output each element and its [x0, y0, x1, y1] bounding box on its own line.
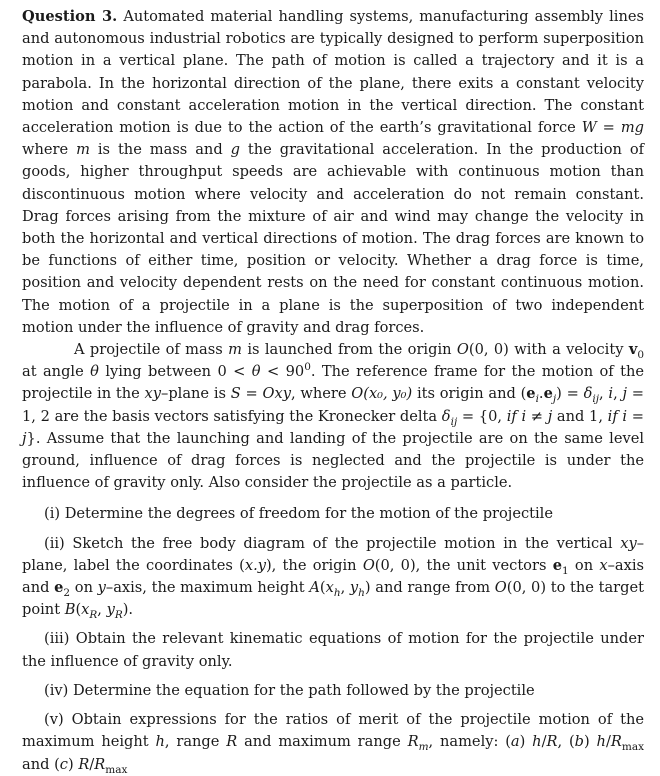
sub-question-iv	[22, 680, 644, 702]
math-symbol: i	[608, 385, 614, 403]
math-subscript: max	[105, 763, 128, 776]
math-symbol: S	[230, 385, 241, 403]
text-run: )	[584, 733, 597, 751]
math-symbol: θ	[90, 363, 99, 381]
text-run: on	[70, 579, 98, 597]
math-subscript: 0	[637, 348, 645, 361]
math-symbol: W	[581, 119, 597, 137]
sub-question-iii	[22, 628, 644, 672]
text-run: )	[67, 755, 79, 773]
text-run: = {0,	[457, 407, 507, 425]
math-symbol: g	[634, 119, 644, 137]
math-symbol: δ	[583, 385, 593, 403]
text-run: A projectile of mass	[74, 341, 229, 359]
text-run: ), the origin	[265, 556, 363, 574]
math-symbol: O(x₀, y₀)	[351, 385, 413, 403]
math-symbol: h	[596, 733, 606, 751]
math-symbol: if i ≠ j	[506, 407, 553, 425]
math-subscript: m	[418, 741, 429, 754]
math-symbol: e	[552, 556, 562, 574]
math-symbol: j	[622, 385, 628, 403]
math-symbol: R	[546, 733, 558, 751]
text-run: , where	[290, 385, 352, 403]
sub-question-v	[22, 709, 644, 776]
math-symbol: θ	[251, 363, 261, 381]
text-run: where	[22, 141, 77, 159]
math-symbol: x	[325, 579, 334, 597]
setup-paragraph: A projectile of mass m is launched from the origin O(0, 0) with a velocity $v_0$ at angle θ lying between $0 < \theta < 90^0$. The reference frame for the motion of the projectile in the xy–plane is S = Oxy, where O(x₀, y₀) its origin and $(e_i.e_j) = \delta_{ij}$, i, j = 1, 2 are the basis vectors satisfying the Kronecker delta $\delta_{ij} = \{0$, if i ≠ j and 1, if i = j}. Assume that the launching and landing of the projectile are on the same level ground, influence of drag forces is neglected and the projectile is under the influence of gravity only. Also consider the projectile as a particle.	[22, 341, 645, 492]
text-run: its origin and (	[412, 385, 527, 403]
text-run: and maximum range	[237, 733, 408, 751]
text-run: = 1, 2 are the basis vectors satisfying the Kronecker delta	[22, 385, 645, 425]
text-run: is the mass and	[89, 141, 231, 159]
math-symbol: x	[81, 601, 90, 619]
question-label: Question 3.	[22, 8, 118, 25]
math-symbol: y	[97, 579, 106, 597]
math-symbol: O	[362, 556, 375, 574]
text-run: (iii) Obtain the relevant kinematic equations of motion for the projectile under the influence of gravity only.	[22, 630, 644, 670]
text-run: –plane, label the coordinates (	[22, 534, 644, 574]
math-symbol: e	[526, 385, 536, 403]
math-symbol: R	[94, 755, 106, 773]
text-run: . The reference frame for the motion of the projectile in the	[22, 363, 645, 403]
math-subscript: 2	[63, 586, 71, 599]
text-run: is launched from the origin	[241, 341, 457, 359]
math-symbol: R	[226, 733, 238, 751]
text-run: (0, 0) with a velocity	[468, 341, 629, 359]
text-run: < 90	[260, 363, 305, 381]
text-run: , (	[557, 733, 575, 751]
math-symbol: δ	[441, 407, 451, 425]
math-symbol: h	[155, 733, 165, 751]
text-run: ) =	[556, 385, 584, 403]
math-symbol: y	[349, 579, 359, 597]
text-run: and (	[22, 755, 60, 773]
text-run: lying between 0 <	[98, 363, 252, 381]
math-symbol: h	[532, 733, 542, 751]
math-symbol: x.y	[244, 556, 266, 574]
math-symbol: xy	[144, 385, 162, 403]
intro-paragraph	[22, 6, 644, 339]
sub-question-i	[22, 503, 644, 525]
math-symbol: O	[456, 341, 469, 359]
text-run: /	[541, 733, 547, 751]
math-symbol: v	[628, 341, 638, 359]
text-run: .	[128, 601, 134, 619]
math-subscript: ij	[592, 393, 599, 406]
math-symbol: e	[543, 385, 553, 403]
math-symbol: R	[610, 733, 622, 751]
math-symbol: R	[407, 733, 419, 751]
math-subscript: ij	[450, 415, 458, 428]
text-run: the gravitational acceleration. In the production of goods, higher throughput speeds are achievable with continuous motion than discontinuous motion where velocity and acceleration do not remain constant. Drag forces arising from the mixture of air and wind may change the velocity in both the horizontal and vertical directions of motion. The drag forces are known to be functions of either time, position or velocity. Whether a drag force is time, position and velocity dependent rests on the need for constant continuous motion. The motion of a projectile in a plane is the superposition of two independent motion under the influence of gravity and drag forces.	[22, 141, 645, 336]
text-run: /	[89, 755, 95, 773]
text-run: Automated material handling systems, manufacturing assembly lines and autonomous industrial robotics are typically designed to perform superposition motion in a vertical plane. The path of motion is called a trajectory and it is a parabola. In the horizontal direction of the plane, there exits a constant velocity motion and constant acceleration motion in the vertical direction. The constant acceleration motion is due to the action of the earth’s gravitational force	[22, 8, 644, 137]
text-run: (0, 0) to the target point	[22, 579, 644, 619]
math-subscript: h	[358, 586, 365, 599]
math-subscript: 1	[561, 564, 569, 577]
math-symbol: Oxy	[262, 385, 291, 403]
math-symbol: x	[599, 556, 608, 574]
math-symbol: e	[54, 579, 64, 597]
text-run: (0, 0), the unit vectors	[374, 556, 553, 574]
math-symbol: c	[59, 755, 68, 773]
text-run: )	[519, 733, 533, 751]
math-symbol: .	[538, 385, 544, 403]
math-subscript: R	[114, 609, 123, 622]
text-run: (i) Determine the degrees of freedom for the motion of the projectile	[44, 505, 553, 523]
math-symbol: g	[230, 141, 240, 159]
sub-question-ii: (ii) Sketch the free body diagram of the projectile motion in the vertical xy–plane, label the coordinates (x.y), the origin O(0, 0), the unit vectors $e_1$ on x–axis and $e_2$ on y–axis, the maximum height $A(x_h$, $y_h$) and range from O(0, 0) to the target point $B(x_R$, $y_R$).	[22, 534, 644, 622]
text-run: (v) Obtain expressions for the ratios of merit of the projectile motion of the maximum height	[22, 711, 644, 751]
math-symbol: m	[228, 341, 242, 359]
math-symbol: a	[510, 733, 520, 751]
text-run: on	[568, 556, 600, 574]
math-symbol: y	[106, 601, 115, 619]
math-symbol: B	[64, 601, 76, 619]
math-symbol: A	[309, 579, 320, 597]
math-symbol: xy	[620, 534, 637, 552]
math-subscript: h	[333, 586, 341, 599]
math-symbol: O	[494, 579, 507, 597]
text-run: , namely: (	[428, 733, 511, 751]
math-subscript: i	[535, 393, 539, 406]
text-run: /	[605, 733, 611, 751]
text-run: –axis and	[22, 556, 644, 597]
text-run: and 1,	[552, 407, 608, 425]
text-run: , range	[164, 733, 227, 751]
text-run: and range from	[370, 579, 495, 597]
math-symbol: m	[620, 119, 635, 137]
math-symbol: R	[78, 755, 90, 773]
math-symbol: b	[574, 733, 584, 751]
text-run: }. Assume that the launching and landing of the projectile are on the same level ground, influence of drag forces is neglected and the projectile is under the influence of gravity only. Also consider the projectile as a particle.	[22, 429, 644, 492]
text-run: =	[240, 385, 263, 403]
math-superscript: 0	[304, 361, 311, 374]
text-run: ,	[599, 385, 609, 403]
math-symbol: if i = j	[22, 407, 644, 447]
text-run: at angle	[22, 363, 91, 381]
text-run: –axis, the maximum height	[105, 579, 310, 597]
text-run: =	[596, 119, 621, 137]
math-subscript: max	[621, 741, 644, 754]
text-run: –plane is	[161, 385, 231, 403]
math-subscript: j	[552, 393, 557, 406]
math-subscript: R	[89, 609, 98, 622]
text-run: (ii) Sketch the free body diagram of the projectile motion in the vertical	[44, 534, 621, 552]
math-symbol: m	[76, 141, 90, 159]
text-run: (iv) Determine the equation for the path followed by the projectile	[44, 681, 535, 699]
